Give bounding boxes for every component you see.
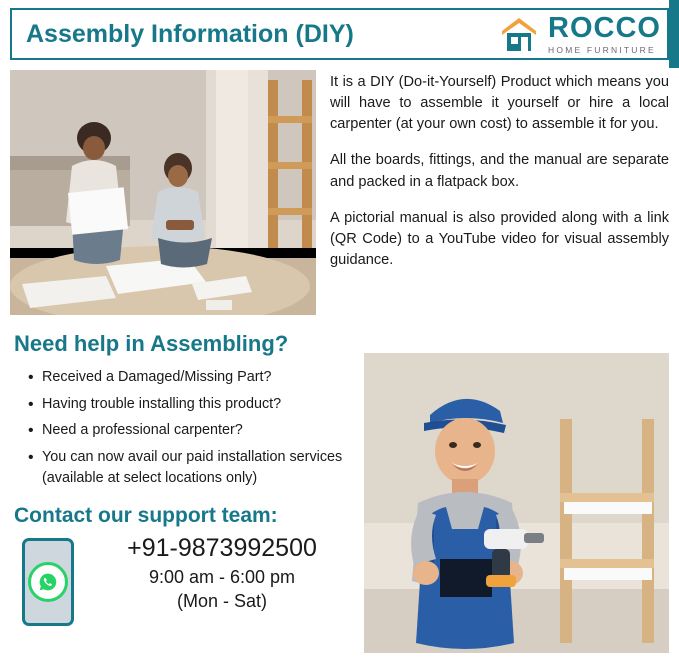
intro-paragraph-1: It is a DIY (Do-it-Yourself) Product which means you will have to assemble it yourself or hire a local carpenter (at your own cost) to assemble it for you. — [330, 74, 669, 133]
help-column — [10, 367, 360, 626]
intro-text — [330, 70, 669, 315]
house-roof-icon — [498, 15, 540, 53]
list-item: • You can now avail our paid installation services (available at select locations only) — [28, 447, 360, 490]
page-title: Assembly Information (DIY) — [26, 19, 354, 48]
help-bullet-list — [10, 367, 360, 490]
support-hours: 9:00 am - 6:00 pm — [148, 566, 296, 587]
page-header — [10, 8, 669, 60]
intro-paragraph-2: All the boards, fittings, and the manual are separate and packed in a flatpack box. — [330, 152, 669, 190]
brand-logo — [498, 11, 667, 55]
intro-paragraph-3: A pictorial manual is also provided along with a link (QR Code) to a YouTube video for visual assembly guidance. — [330, 209, 669, 269]
list-item: • Need a professional carpenter? — [28, 420, 360, 442]
handyman-with-drill-photo — [364, 353, 669, 653]
help-heading: Need help in Assembling? — [14, 331, 289, 356]
whatsapp-icon — [28, 562, 68, 602]
couple-assembling-furniture-photo — [10, 70, 316, 315]
list-item: • Having trouble installing this product? — [28, 394, 360, 416]
support-phone-number[interactable]: +91-9873992500 — [127, 534, 317, 563]
header-accent-bar — [669, 0, 679, 68]
list-item: • Received a Damaged/Missing Part? — [28, 367, 360, 389]
brand-tagline: HOME FURNITURE — [548, 44, 656, 55]
brand-text — [548, 11, 661, 55]
contact-heading: Contact our support team: — [14, 504, 278, 528]
contact-details — [10, 534, 360, 626]
whatsapp-phone-icon — [22, 538, 74, 626]
brand-name: ROCCO — [548, 11, 661, 44]
contact-text — [84, 534, 360, 613]
support-days: (Mon - Sat) — [176, 591, 268, 612]
intro-section — [10, 70, 669, 315]
